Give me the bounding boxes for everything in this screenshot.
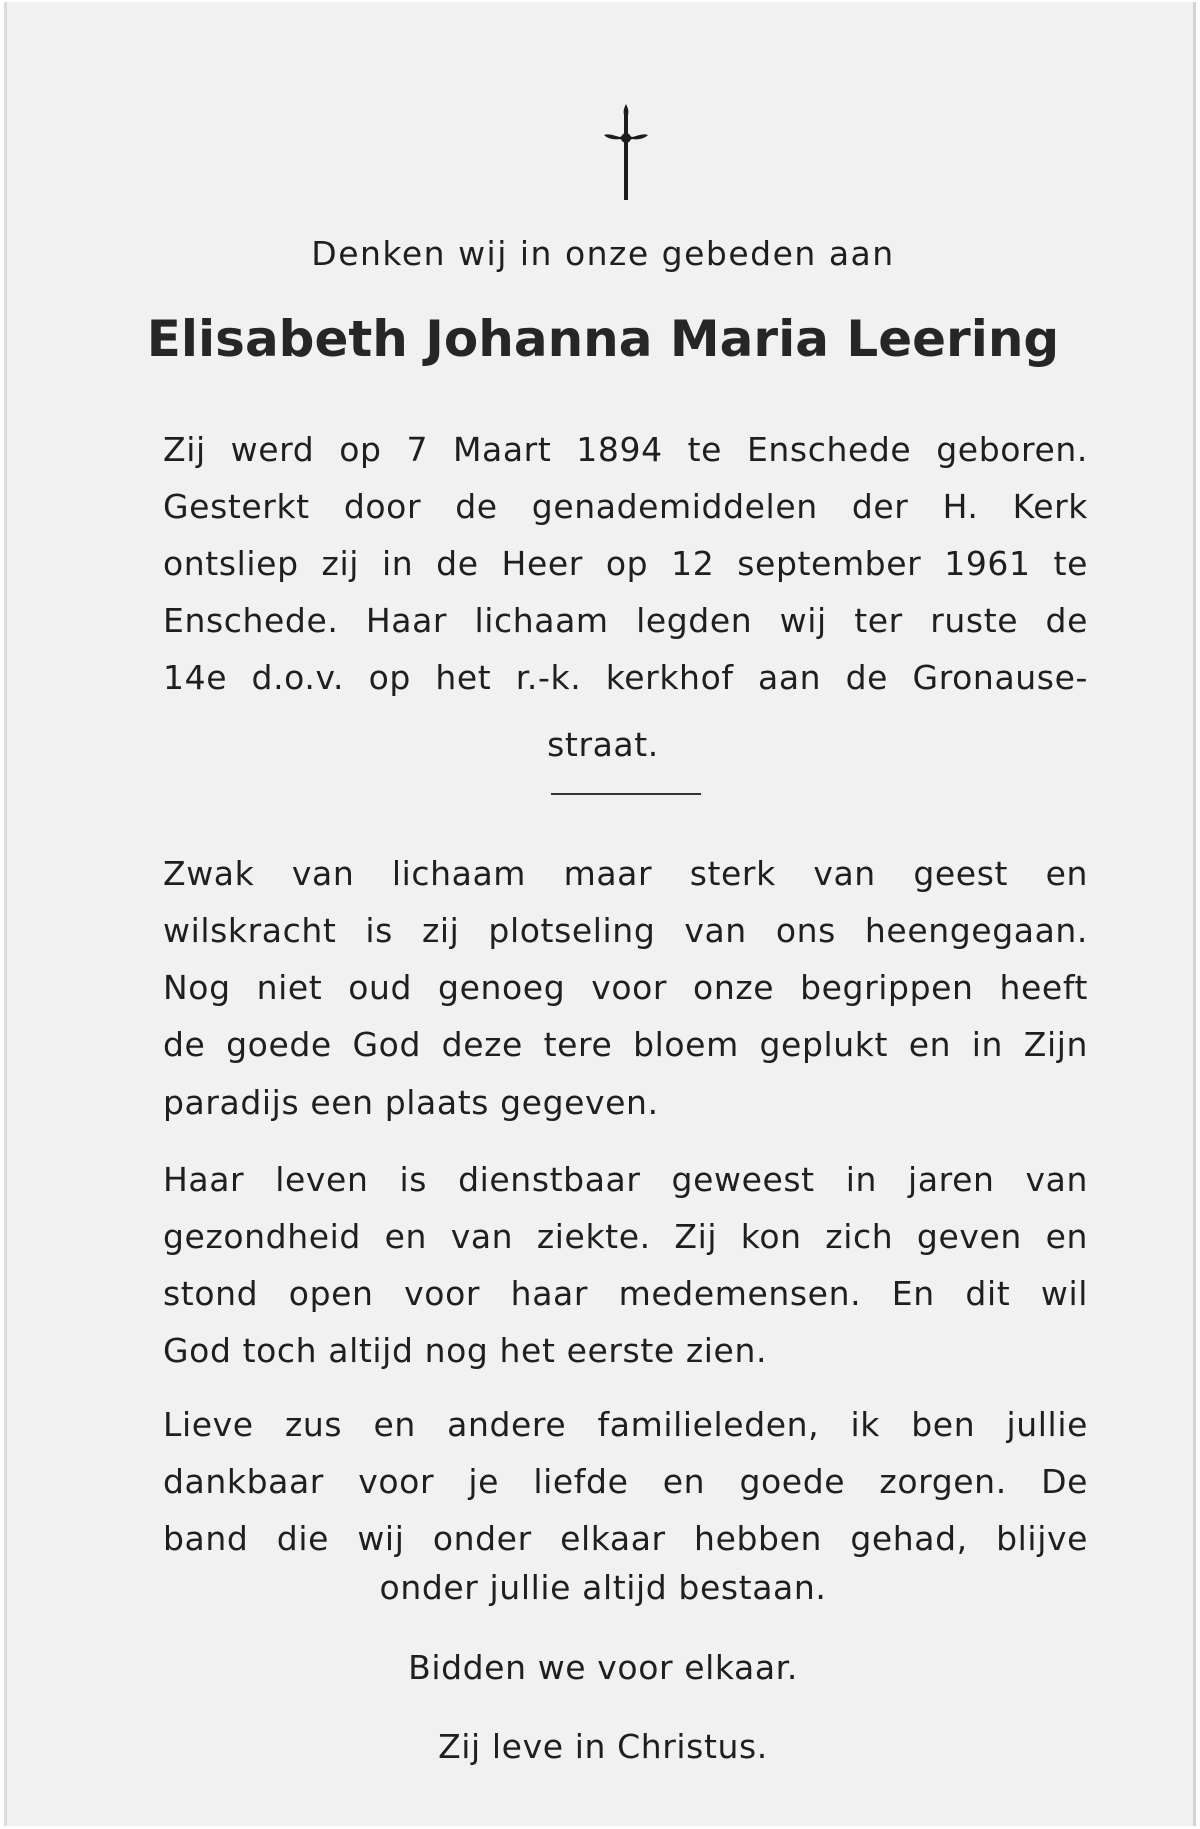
text-line: de goede God deze tere bloem geplukt en in Zijn bbox=[163, 1025, 1088, 1064]
closing-blessing: Zij leve in Christus. bbox=[438, 1727, 768, 1766]
text-line: wilskracht is zij plotseling van ons heengegaan. bbox=[163, 911, 1088, 950]
paragraph-life bbox=[163, 1151, 1088, 1379]
cross-icon bbox=[598, 102, 654, 202]
closing-prayer: Bidden we voor elkaar. bbox=[408, 1648, 798, 1687]
paragraph-farewell bbox=[163, 1396, 1088, 1567]
text-line: Zwak van lichaam maar sterk van geest en bbox=[163, 854, 1088, 893]
paragraph-character bbox=[163, 845, 1088, 1073]
text-line: God toch altijd nog het eerste zien. bbox=[163, 1331, 768, 1370]
text-line: Gesterkt door de genademiddelen der H. Kerk bbox=[163, 487, 1088, 526]
text-line: Lieve zus en andere familieleden, ik ben jullie bbox=[163, 1405, 1088, 1444]
memorial-card bbox=[4, 2, 1196, 1826]
paragraph-character-end: paradijs een plaats gegeven. bbox=[163, 1083, 659, 1122]
text-line: stond open voor haar medemensen. En dit wil bbox=[163, 1274, 1088, 1313]
text-line: Enschede. Haar lichaam legden wij ter ruste de bbox=[163, 601, 1088, 640]
text-line: dankbaar voor je liefde en goede zorgen. De bbox=[163, 1462, 1088, 1501]
text-line: ontsliep zij in de Heer op 12 september 1961 te bbox=[163, 544, 1088, 583]
deceased-name: Elisabeth Johanna Maria Leering bbox=[146, 310, 1060, 368]
intro-line: Denken wij in onze gebeden aan bbox=[311, 234, 895, 273]
divider-line bbox=[551, 793, 701, 795]
paragraph-birth-death bbox=[163, 421, 1088, 706]
paragraph-farewell-end: onder jullie altijd bestaan. bbox=[379, 1568, 827, 1607]
text-line: Haar leven is dienstbaar geweest in jaren van bbox=[163, 1160, 1088, 1199]
text-line: 14e d.o.v. op het r.-k. kerkhof aan de Gronause- bbox=[163, 658, 1088, 697]
text-line: Zij werd op 7 Maart 1894 te Enschede geboren. bbox=[163, 430, 1088, 469]
paragraph-birth-death-end: straat. bbox=[547, 725, 659, 764]
text-line: Nog niet oud genoeg voor onze begrippen heeft bbox=[163, 968, 1088, 1007]
text-line: gezondheid en van ziekte. Zij kon zich geven en bbox=[163, 1217, 1088, 1256]
text-line: band die wij onder elkaar hebben gehad, blijve bbox=[163, 1519, 1088, 1558]
